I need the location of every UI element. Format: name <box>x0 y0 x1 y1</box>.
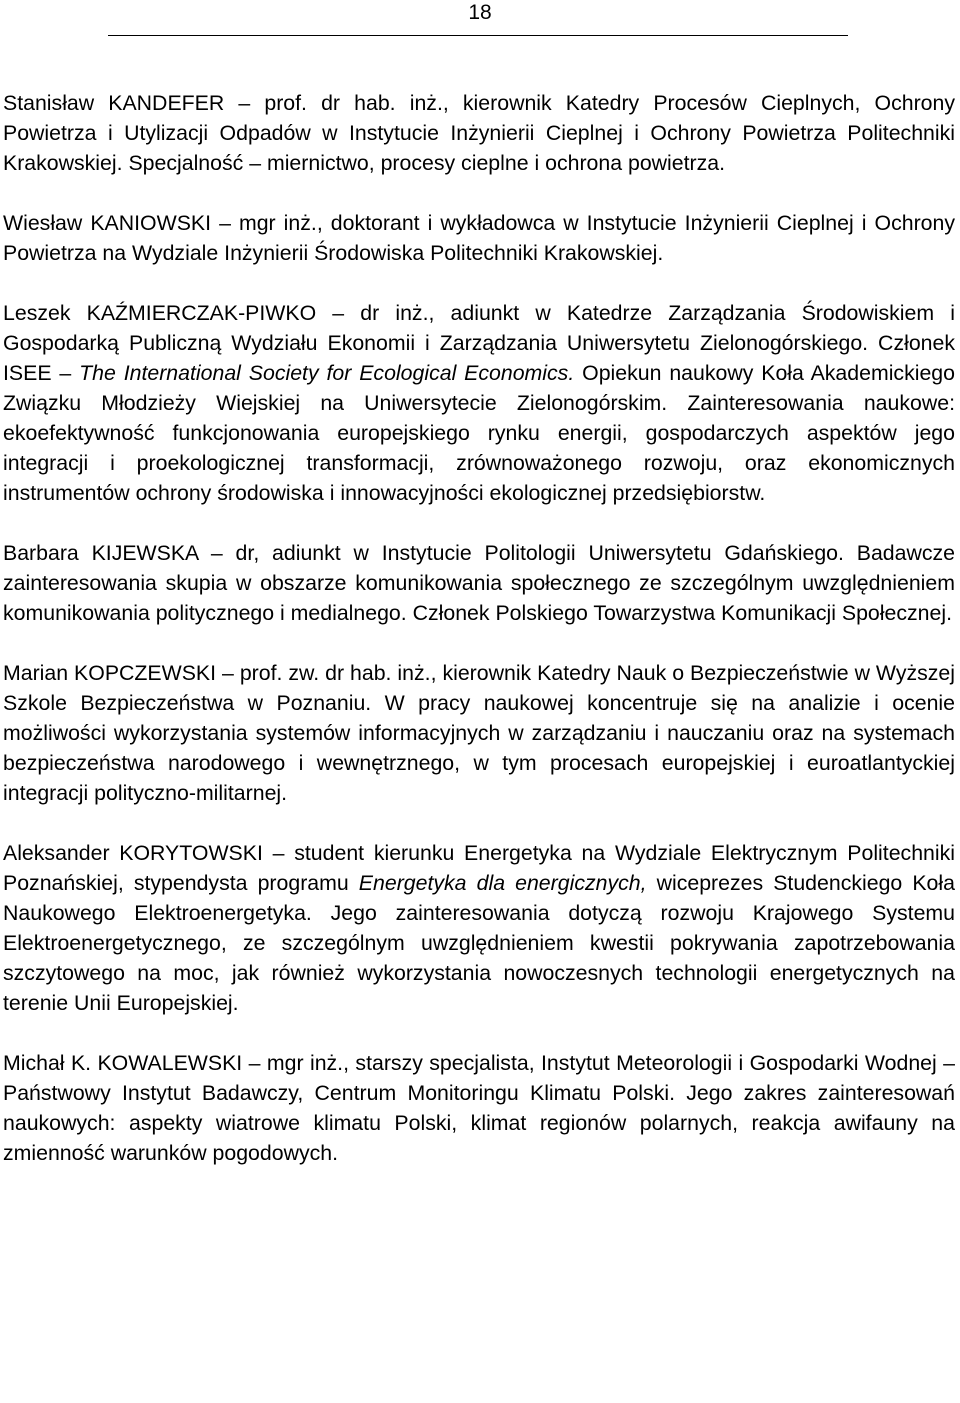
bio-italic-text: Energetyka dla energicznych, <box>358 871 647 895</box>
header-rule <box>108 35 848 36</box>
bio-text: – dr, adiunkt w Instytucie Politologii Uniwersytetu Gdańskiego. Badawcze zainteresowania skupia w obszarze komunikowania społecznego ze szczególnym uwzględnieniem komunikowania politycznego i medialnego. Członek Polskiego Towarzystwa Komunikacji Społecznej. <box>3 541 955 625</box>
bio-kaniowski <box>3 208 955 268</box>
bio-kijewska <box>3 538 955 628</box>
bio-text: – student kierunku Energetyka na Wydziale Elektrycznym Politechniki Poznańskiej, stypendysta programu <box>3 841 955 895</box>
bio-name: Stanisław KANDEFER <box>3 91 225 115</box>
bio-kazmierczak-piwko <box>3 298 955 508</box>
bio-text: wiceprezes Studenckiego Koła Naukowego Elektroenergetyka. Jego zainteresowania dotyczą rozwoju Krajowego Systemu Elektroenergetycznego, ze szczególnym uwzględnieniem kwestii pokrywania zapotrzebowania szczytowego na moc, jak również wykorzystania nowoczesnych technologii energetycznych na terenie Unii Europejskiej. <box>3 871 955 1015</box>
bio-korytowski <box>3 838 955 1018</box>
bio-text: – mgr inż., starszy specjalista, Instytut Meteorologii i Gospodarki Wodnej – Państwowy Instytut Badawczy, Centrum Monitoringu Klimatu Polski. Jego zakres zainteresowań naukowych: aspekty wiatrowe klimatu Polski, klimat regionów polarnych, reakcja awifauny na zmienność warunków pogodowych. <box>3 1051 955 1165</box>
bio-name: Aleksander KORYTOWSKI <box>3 841 263 865</box>
bio-name: Wiesław KANIOWSKI <box>3 211 212 235</box>
bio-text: – dr inż., adiunkt w Katedrze Zarządzania Środowiskiem i Gospodarką Publiczną Wydziału Ekonomii i Zarządzania Uniwersytetu Zielonogórskiego. Członek ISEE – <box>3 301 955 385</box>
bio-italic-text: The International Society for Ecological Economics. <box>79 361 575 385</box>
bio-kopczewski <box>3 658 955 808</box>
bio-text: Opiekun naukowy Koła Akademickiego Związku Młodzieży Wiejskiej na Uniwersytecie Zielonogórskim. Zainteresowania naukowe: ekoefektywność funkcjonowania europejskiego rynku energii, gospodarczych aspektów jego integracji i proekologicznej transformacji, zrównoważonego rozwoju, oraz ekonomicznych instrumentów ochrony środowiska i innowacyjności ekologicznej przedsiębiorstw. <box>3 361 955 505</box>
bio-text: – prof. zw. dr hab. inż., kierownik Katedry Nauk o Bezpieczeństwie w Wyższej Szkole Bezpieczeństwa w Poznaniu. W pracy naukowej koncentruje się na analizie i ocenie możliwości wykorzystania systemów informacyjnych w zarządzaniu i nauczaniu oraz na systemach bezpieczeństwa narodowego i wewnętrznego, w tym procesach europejskiej i euroatlantyckiej integracji polityczno-militarnej. <box>3 661 956 805</box>
bio-name: Leszek KAŹMIERCZAK-PIWKO <box>3 301 317 325</box>
biographies-list <box>3 88 955 1168</box>
bio-name: Michał K. KOWALEWSKI <box>3 1051 243 1075</box>
bio-kowalewski <box>3 1048 955 1168</box>
bio-kandefer <box>3 88 955 178</box>
page-number: 18 <box>468 1 492 24</box>
bio-name: Marian KOPCZEWSKI <box>3 661 217 685</box>
bio-name: Barbara KIJEWSKA <box>3 541 199 565</box>
bio-text: – prof. dr hab. inż., kierownik Katedry Procesów Cieplnych, Ochrony Powietrza i Utylizacji Odpadów w Instytucie Inżynierii Cieplnej i Ochrony Powietrza Politechniki Krakowskiej. Specjalność – miernictwo, procesy cieplne i ochrona powietrza. <box>3 91 955 175</box>
bio-text: – mgr inż., doktorant i wykładowca w Instytucie Inżynierii Cieplnej i Ochrony Powietrza na Wydziale Inżynierii Środowiska Politechniki Krakowskiej. <box>3 211 955 265</box>
